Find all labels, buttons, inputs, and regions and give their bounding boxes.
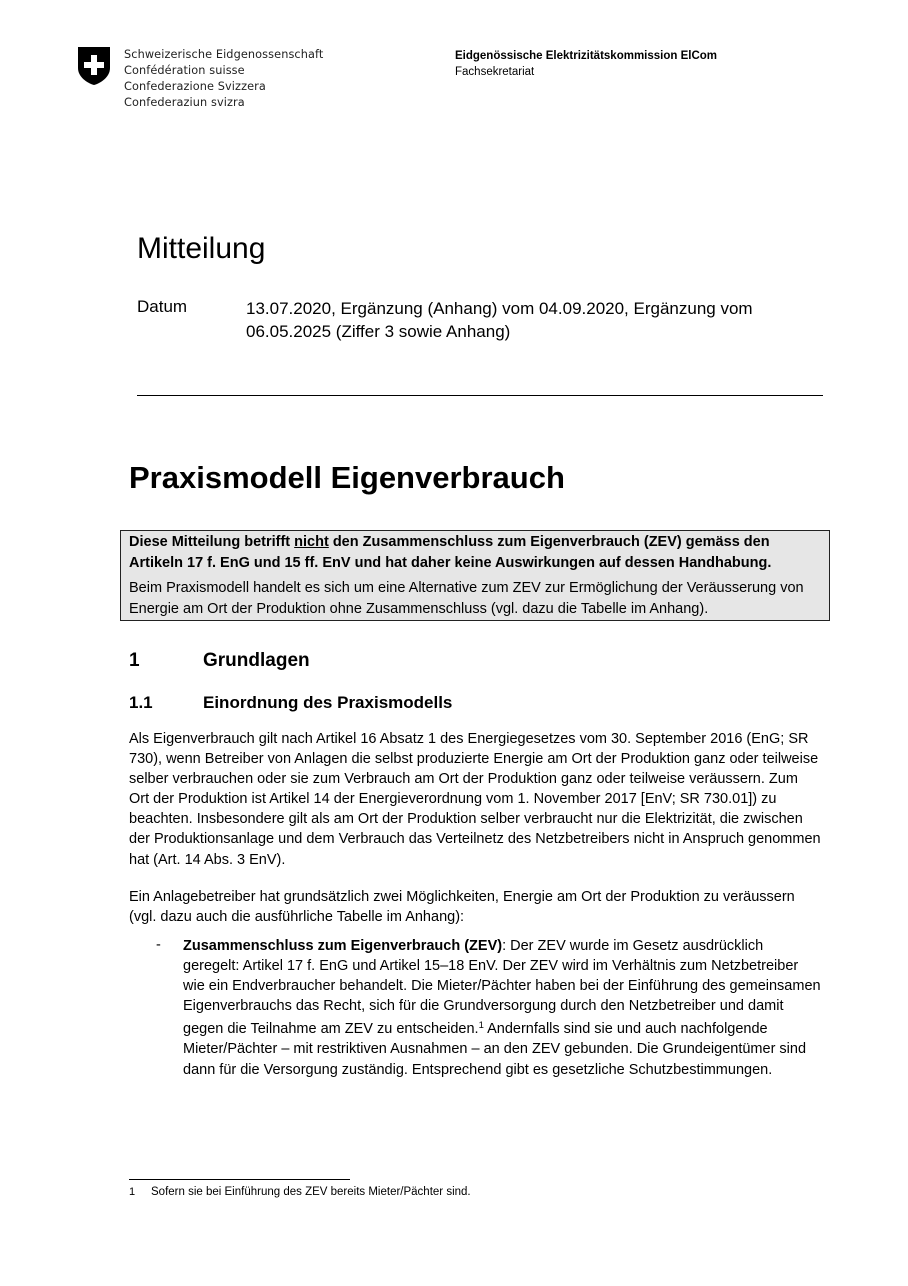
- department-name: Fachsekretariat: [455, 66, 535, 78]
- notice-paragraph-2: Beim Praxismodell handelt es sich um eine Alternative zum ZEV zur Ermöglichung der Veräusserung von Energie am Ort der Produktion ohne Zusammenschluss (vgl. dazu die Tabelle im Anhang).: [129, 580, 804, 617]
- confederation-line-it: Confederazione Svizzera: [124, 80, 266, 93]
- footnote-number: 1: [129, 1186, 136, 1198]
- notice-text-before: Diese Mitteilung betrifft: [129, 534, 295, 550]
- confederation-line-de: Schweizerische Eidgenossenschaft: [124, 48, 324, 61]
- bullet-text-before: : Der ZEV wurde im Gesetz ausdrücklich geregelt: Artikel 17 f. EnG und Artikel 15–18 EnV. Der ZEV wird im Verhältnis zum Netzbetreiber wie ein Endverbraucher behandelt. Die Mieter/Pächter haben bei der Einführung des gemeinsamen Eigenverbrauchs das Recht, sich für die Grundversorgung durch den Netzbetreiber und damit gegen die Teilnahme am ZEV zu entscheiden.: [183, 938, 821, 1038]
- section-number: 1: [129, 650, 140, 671]
- bullet-text-after: Andernfalls sind sie und auch nachfolgende Mieter/Pächter – mit restriktiven Ausnahmen – an den ZEV gebunden. Die Grundeigentümer sind dann für die Versorgung zuständig. Entsprechend gibt es gesetzliche Schutzbestimmungen.: [183, 1021, 807, 1078]
- footnote-text: Sofern sie bei Einführung des ZEV bereits Mieter/Pächter sind.: [151, 1186, 471, 1198]
- date-label: Datum: [137, 297, 188, 316]
- subsection-number: 1.1: [129, 693, 153, 712]
- notice-underlined-word: nicht: [294, 534, 329, 550]
- section-heading-1-1: [129, 693, 452, 713]
- section-title: Grundlagen: [203, 650, 310, 671]
- body-paragraph-2: Ein Anlagebetreiber hat grundsätzlich zwei Möglichkeiten, Energie am Ort der Produktion zu veräussern (vgl. dazu auch die ausführliche Tabelle im Anhang):: [129, 889, 795, 926]
- bullet-dash: -: [156, 937, 161, 953]
- section-heading-1: [129, 650, 310, 672]
- body-paragraph-1: Als Eigenverbrauch gilt nach Artikel 16 Absatz 1 des Energiegesetzes vom 30. September 2016 (EnG; SR 730), wenn Betreiber von Anlagen die selbst produzierte Energie am Ort der Produktion ganz oder teilweise selber verbrauchen oder sie zum Verbrauch am Ort der Produktion ganz oder teilweise veräussern. Zum Ort der Produktion ist Artikel 14 der Energieverordnung vom 1. November 2017 [EnV; SR 730.01]) zu beachten. Insbesondere gilt als am Ort der Produktion selber verbraucht nur die Elektrizität, die zwischen der Produktionsanlage und dem Verbrauch das Verteilnetz des Netzbetreibers nicht in Anspruch genommen hat (Art. 14 Abs. 3 EnV).: [129, 731, 821, 868]
- confederation-line-fr: Confédération suisse: [124, 64, 245, 77]
- bullet-term: Zusammenschluss zum Eigenverbrauch (ZEV): [183, 938, 503, 954]
- date-value: 13.07.2020, Ergänzung (Anhang) vom 04.09.2020, Ergänzung vom 06.05.2025 (Ziffer 3 sowie Anhang): [246, 299, 753, 341]
- notice-text-after: den Zusammenschluss zum Eigenverbrauch (ZEV) gemäss den Artikeln 17 f. EnG und 15 ff. EnV und hat daher keine Auswirkungen auf dessen Handhabung.: [129, 534, 772, 571]
- confederation-names: [124, 47, 323, 111]
- document-type: Mitteilung: [137, 232, 266, 265]
- confederation-line-rm: Confederaziun svizra: [124, 96, 245, 109]
- authority-block: [455, 48, 717, 80]
- subsection-title: Einordnung des Praxismodells: [203, 693, 453, 712]
- footnote-reference[interactable]: 1: [478, 1020, 484, 1032]
- notice-paragraph-1: [129, 532, 821, 573]
- divider: [137, 395, 823, 396]
- notice-box: [120, 530, 830, 621]
- footnote-divider: [129, 1179, 350, 1180]
- bullet-item-zev: [183, 936, 823, 1080]
- swiss-crest-icon: [77, 46, 111, 86]
- document-title: Praxismodell Eigenverbrauch: [129, 460, 565, 495]
- authority-name: Eidgenössische Elektrizitätskommission ElCom: [455, 50, 718, 62]
